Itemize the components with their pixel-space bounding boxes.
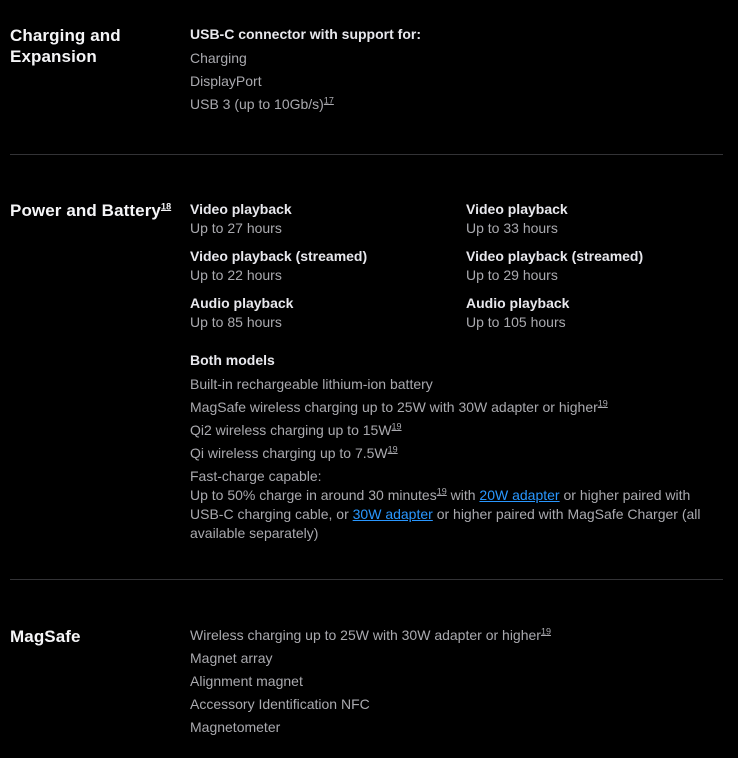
magsafe-content (190, 626, 723, 741)
section-title-charging-expansion: Charging and Expansion (10, 26, 121, 66)
battery-stats-model-1 (190, 200, 466, 341)
spec-item-battery (190, 375, 723, 394)
spec-item-text: USB 3 (up to 10Gb/s) (190, 96, 324, 112)
spec-item-wireless-charging (190, 626, 723, 645)
magsafe-section (0, 580, 738, 758)
stat-value: Up to 33 hours (466, 220, 558, 236)
fast-charge-text-part: or higher paired with MagSafe Charger (all available separately) (190, 506, 701, 541)
charging-expansion-content (190, 25, 723, 118)
spec-item-usb3 (190, 95, 723, 114)
charging-expansion-section (0, 0, 738, 154)
spec-item-qi2-charging (190, 421, 723, 440)
stat-audio-playback (190, 294, 466, 332)
footnote-link-19[interactable]: 19 (540, 626, 551, 637)
fast-charge-heading: Fast-charge capable: (190, 468, 322, 484)
footnote-link-19[interactable]: 19 (391, 421, 402, 432)
spec-item-text: Magnetometer (190, 719, 281, 735)
spec-item-text: Accessory Identification NFC (190, 696, 370, 712)
stat-label: Audio playback (466, 295, 570, 311)
footnote-link-19[interactable]: 19 (436, 486, 447, 497)
fast-charge-text-part: Up to 50% charge in around 30 minutes (190, 487, 437, 503)
stat-value: Up to 22 hours (190, 267, 282, 283)
battery-stats-model-2 (466, 200, 723, 341)
spec-item-text: Wireless charging up to 25W with 30W adapter or higher (190, 627, 541, 643)
battery-stats-columns (190, 200, 723, 341)
fast-charge-text (190, 486, 723, 543)
spec-item-charging (190, 49, 723, 68)
spec-item-qi-charging (190, 444, 723, 463)
power-battery-content (190, 200, 723, 543)
stat-video-playback (466, 200, 723, 238)
spec-item-magnet-array (190, 649, 723, 668)
section-title-text: Power and Battery (10, 201, 161, 220)
stat-value: Up to 29 hours (466, 267, 558, 283)
spec-item-text: Built-in rechargeable lithium-ion battery (190, 376, 433, 392)
spec-item-accessory-nfc (190, 695, 723, 714)
stat-label: Video playback (190, 201, 292, 217)
footnote-link-19[interactable]: 19 (387, 444, 398, 455)
stat-video-playback (190, 200, 466, 238)
stat-value: Up to 105 hours (466, 314, 566, 330)
section-title-power-battery (10, 200, 190, 543)
stat-audio-playback (466, 294, 723, 332)
footnote-link-18[interactable]: 18 (160, 201, 172, 212)
both-models-label: Both models (190, 352, 275, 368)
usb-c-connector-intro-label: USB-C connector with support for: (190, 26, 421, 42)
30w-adapter-link[interactable]: 30W adapter (352, 506, 433, 522)
spec-item-text: Qi wireless charging up to 7.5W (190, 445, 388, 461)
stat-video-playback-streamed (190, 247, 466, 285)
stat-label: Video playback (streamed) (466, 248, 644, 264)
fast-charge-text-part: with (446, 487, 480, 503)
spec-item-magnetometer (190, 718, 723, 737)
spec-item-text: Magnet array (190, 650, 273, 666)
power-battery-section (0, 155, 738, 579)
stat-label: Video playback (streamed) (190, 248, 368, 264)
20w-adapter-link[interactable]: 20W adapter (479, 487, 560, 503)
footnote-link-19[interactable]: 19 (597, 398, 608, 409)
stat-label: Video playback (466, 201, 568, 217)
spec-item-text: DisplayPort (190, 73, 262, 89)
spec-item-magsafe-charging (190, 398, 723, 417)
spec-item-text: MagSafe wireless charging up to 25W with 30W adapter or higher (190, 399, 598, 415)
section-title-magsafe: MagSafe (10, 627, 81, 646)
spec-item-text: Charging (190, 50, 247, 66)
footnote-link-17[interactable]: 17 (323, 95, 334, 106)
stat-label: Audio playback (190, 295, 294, 311)
stat-video-playback-streamed (466, 247, 723, 285)
spec-item-displayport (190, 72, 723, 91)
spec-item-text: Qi2 wireless charging up to 15W (190, 422, 392, 438)
stat-value: Up to 27 hours (190, 220, 282, 236)
spec-item-text: Alignment magnet (190, 673, 303, 689)
spec-item-alignment-magnet (190, 672, 723, 691)
fast-charge-text-part: or higher paired with USB-C charging cable, or (190, 487, 691, 522)
stat-value: Up to 85 hours (190, 314, 282, 330)
